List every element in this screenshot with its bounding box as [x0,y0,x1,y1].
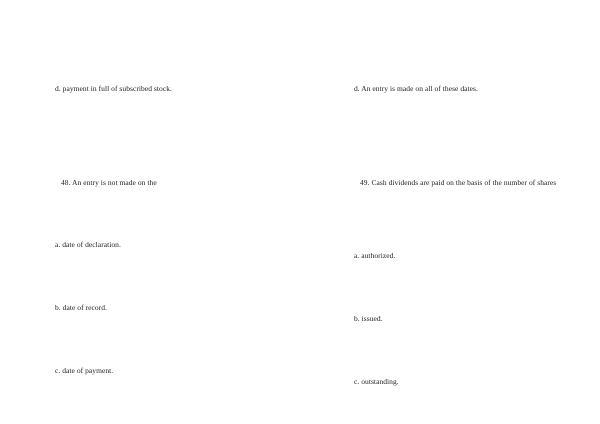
question-49: 49. Cash dividends are paid on the basis of the number of shares [360,178,557,187]
question-48: 48. An entry is not made on the [61,178,157,187]
q49-option-a: a. authorized. [354,251,396,260]
q49-option-c: c. outstanding. [354,377,399,386]
q47-answer-d-right: d. An entry is made on all of these dates. [354,84,478,93]
q48-option-a: a. date of declaration. [55,240,121,249]
q48-option-c: c. date of payment. [55,366,114,375]
q49-option-b: b. issued. [354,314,383,323]
q48-option-b: b. date of record. [55,303,107,312]
q47-answer-d-left: d. payment in full of subscribed stock. [55,84,172,93]
